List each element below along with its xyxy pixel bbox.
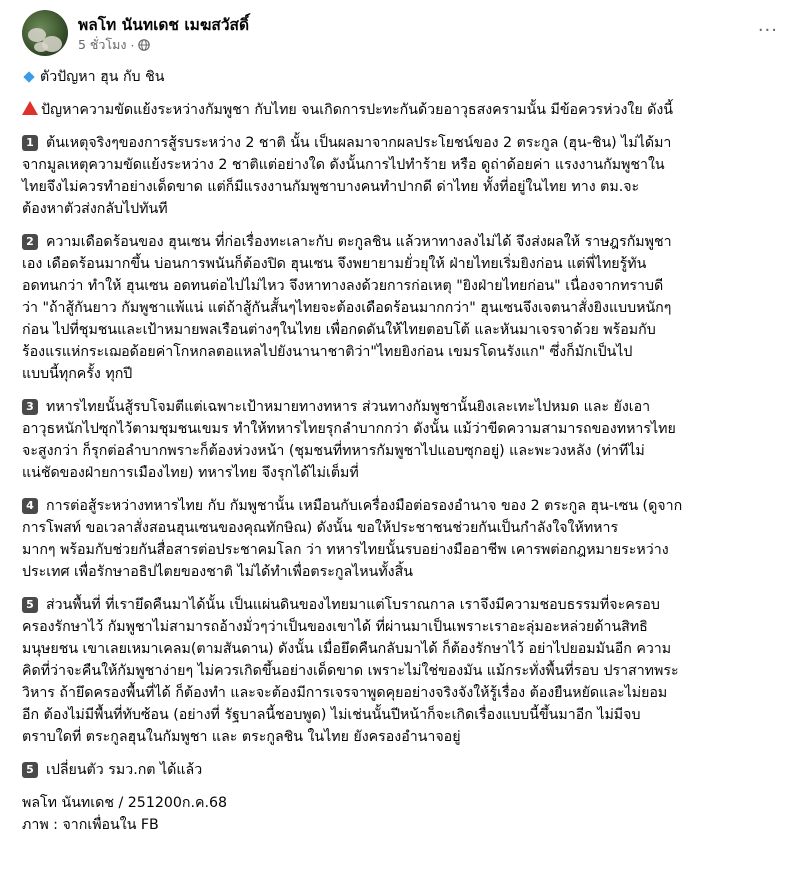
- author-name[interactable]: พลโท นันทเดช เมฆสวัสดิ์: [78, 16, 250, 34]
- number-3-icon: 3: [22, 399, 38, 415]
- point-line: จะสูงกว่า ก็รุกต่อลำบากพราะก็ต้องห่วงหน้า (ชุมชนที่ทหารกัมพูชาไปแอบซุกอยู่) และพะวงหลัง (ท่าทีไม่: [22, 443, 645, 459]
- point-line: แน่ชัดของฝ่ายการเมืองไทย) ทหารไทย จึงรุกได้ไม่เต็มที่: [22, 465, 359, 481]
- point-line: เอง เดือดร้อนมากขึ้น บ่อนการพนันก็ต้องปิด ฮุนเซน จึงพยายามยั่วยุให้ ฝ่ายไทยเริ่มยิงก่อน แต่พี่ไทยรู้ทัน: [22, 256, 647, 272]
- topic-text: ตัวปัญหา ฮุน กับ ชิน: [40, 69, 165, 85]
- point-6: [22, 759, 782, 781]
- point-line: ความเดือดร้อนของ ฮุนเซน ที่ก่อเรื่องทะเลาะกับ ตะกูลชิน แล้วหาทางลงไม่ได้ จึงส่งผลให้ ราษฎรกัมพูชา: [46, 234, 672, 250]
- headline-text: ปัญหาความขัดแย้งระหว่างกัมพูชา กับไทย จนเกิดการปะทะกันด้วยอาวุธสงครามนั้น มีข้อควรห่วงใย ดังนี้: [41, 102, 673, 118]
- avatar[interactable]: [22, 10, 68, 56]
- point-line: อาวุธหนักไปซุกไว้ตามชุมชนเขมร ทำให้ทหารไทยรุกลำบากกว่า ดังนั้น แม้ว่าขีดความสามารถของทหารไทย: [22, 421, 676, 437]
- headline-line: [22, 99, 782, 121]
- point-line: จากมูลเหตุความขัดแย้งระหว่าง 2 ชาติแต่อย่างใด ดังนั้นการไปทำร้าย หรือ ดูถ่าด้อยค่า แรงงานกัมพูชาใน: [22, 157, 665, 173]
- point-line: ส่วนพื้นที่ ที่เรายึดคืนมาได้นั้น เป็นแผ่นดินของไทยมาแต่โบราณกาล เราจึงมีความชอบธรรมที่จะครอบ: [46, 597, 660, 613]
- point-line: ทหารไทยนั้นสู้รบโจมตีแต่เฉพาะเป้าหมายทางทหาร ส่วนทางกัมพูชานั้นยิงเละเทะไปหมด และ ยังเอา: [46, 399, 651, 415]
- point-1: [22, 132, 782, 220]
- photo-credit: ภาพ : จากเพื่อนใน FB: [22, 817, 159, 833]
- point-2: [22, 231, 782, 385]
- point-5: [22, 594, 782, 748]
- point-line: แบบนี้ทุกครั้ง ทุกปี: [22, 366, 133, 382]
- point-line: ตราบใดที่ ตระกูลฮุนในกัมพูชา และ ตระกูลชิน ในไทย ยังครองอำนาจอยู่: [22, 729, 461, 745]
- number-2-icon: 2: [22, 234, 38, 250]
- post-header: [22, 8, 782, 60]
- point-3: [22, 396, 782, 484]
- point-line: มนุษยชน เขาเลยเหมาเคลม(ตามสันดาน) ดังนั้น เมื่อยึดคืนกลับมาได้ ก็ต้องรักษาไว้ อย่าไปยอมมันอีก ความ: [22, 641, 672, 657]
- number-5-icon: 5: [22, 597, 38, 613]
- point-line: อดทนกว่า ทำให้ ฮุนเซน อดทนต่อไปไม่ไหว จึงหาทางลงด้วยการก่อเหตุ "ยิงฝ่ายไทยก่อน" เนื่องจากทราบดี: [22, 278, 664, 294]
- post-body: [22, 66, 782, 836]
- point-line: วิหาร ถ้ายึดครองพื้นที่ได้ ก็ต้องทำ และจะต้องมีการเจรจาพูดคุยอย่างจริงจังให้รู้เรื่อง ต้องยืนหยัดและไม่ยอม: [22, 685, 668, 701]
- topic-line: [22, 66, 782, 88]
- point-line: ต้นเหตุจริงๆของการสู้รบระหว่าง 2 ชาติ นั้น เป็นผลมาจากผลประโยชน์ของ 2 ตระกูล (ฮุน-ชิน) ไม่ได้มา: [46, 135, 672, 151]
- number-4-icon: 4: [22, 498, 38, 514]
- point-line: การโพสท์ ขอเวลาสั่งสอนฮุนเซนของคุณทักษิณ) ดังนั้น ขอให้ประชาชนช่วยกันเป็นกำลังใจให้ทหาร: [22, 520, 619, 536]
- post-meta: [78, 35, 150, 55]
- point-line: ว่า "ถ้าสู้กันยาว กัมพูชาแพ้แน่ แต่ถ้าสู้กันสั้นๆไทยจะต้องเดือดร้อนมากกว่า" ฮุนเซนจึงเจตนาสั่งยิงแบบหนักๆ: [22, 300, 672, 316]
- point-line: ก่อน ไปที่ชุมชนและเป้าหมายพลเรือนต่างๆในไทย เพื่อกดดันให้ไทยตอบโต้ และหันมาเจรจาด้วย พร้อมกับ: [22, 322, 656, 338]
- signature: พลโท นันทเดช / 251200ก.ค.68: [22, 795, 228, 811]
- post-time[interactable]: 5 ชั่วโมง: [78, 37, 127, 52]
- point-line: คิดที่ว่าจะคืนให้กัมพูชาง่ายๆ ไม่ควรเกิดขึ้นอย่างเด็ดขาด เพราะไม่ใช่ของมัน แม้กระทั่งพื้นที่รอบ ปราสาทพระ: [22, 663, 679, 679]
- red-triangle-icon: [22, 101, 38, 115]
- number-5-icon: 5: [22, 762, 38, 778]
- meta-separator: ·: [130, 37, 135, 53]
- point-line: มากๆ พร้อมกับช่วยกันสื่อสารต่อประชาคมโลก ว่า ทหารไทยนั้นรบอย่างมืออาชีพ เคารพต่อกฎหมายระหว่าง: [22, 542, 669, 558]
- point-line: ประเทศ เพื่อรักษาอธิปไตยของชาติ ไม่ได้ทำเพื่อตระกูลไหนทั้งสิ้น: [22, 564, 413, 580]
- point-line: ครองรักษาไว้ กัมพูชาไม่สามารถอ้างมั่วๆว่าเป็นของเขาได้ ที่ผ่านมาเป็นเพราะเราอะลุ่มอะหล่วยด้านสิทธิ: [22, 619, 648, 635]
- number-1-icon: 1: [22, 135, 38, 151]
- point-line: ต้องหาตัวส่งกลับไปทันที: [22, 201, 168, 217]
- point-line: ไทยจึงไม่ควรทำอย่างเด็ดขาด แต่ก็มีแรงงานกัมพูชาบางคนทำปากดี ด่าไทย ทั้งที่อยู่ในไทย ทาง ตม.จะ: [22, 179, 640, 195]
- point-line: เปลี่ยนตัว รมว.กต ได้แล้ว: [46, 762, 203, 778]
- more-options-icon[interactable]: ···: [757, 20, 778, 41]
- globe-icon[interactable]: [138, 39, 150, 51]
- point-line: ร้องแรแห่กระเฌอด้อยค่าโกหกลตอแหลไปยังนานาชาติว่า"ไทยยิงก่อน เขมรโดนรังแก" ซึ่งก็มักเป็นไป: [22, 344, 633, 360]
- blue-diamond-icon: [23, 71, 34, 82]
- point-4: [22, 495, 782, 583]
- point-line: อีก ต้องไม่มีพื้นที่ทับซ้อน (อย่างที่ รัฐบาลนี้ชอบพูด) ไม่เช่นนั้นปีหน้าก็จะเกิดเรื่องแบบนี้ขึ้นมาอีก ไม่มีจบ: [22, 707, 641, 723]
- point-line: การต่อสู้ระหว่างทหารไทย กับ กัมพูชานั้น เหมือนกับเครื่องมือต่อรองอำนาจ ของ 2 ตระกูล ฮุน-เซน (ดูจาก: [46, 498, 683, 514]
